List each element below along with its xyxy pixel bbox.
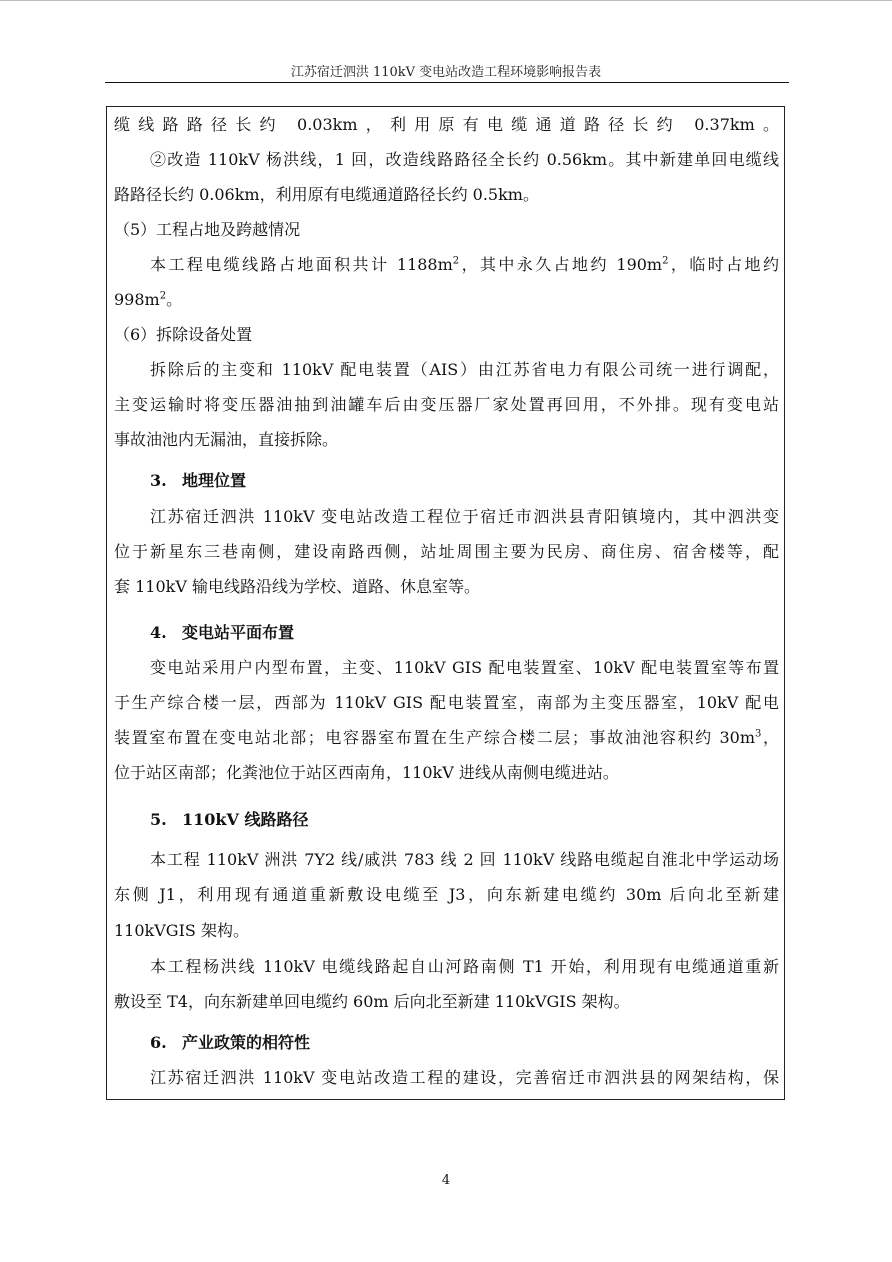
body-line: 套 110kV 输电线路沿线为学校、道路、休息室等。 xyxy=(114,577,480,596)
section-heading-5: 5. 110kV 线路路径 xyxy=(150,810,309,829)
body-line: 拆除后的主变和 110kV 配电装置（AIS）由江苏省电力有限公司统一进行调配， xyxy=(150,360,779,379)
section-subheading: （6）拆除设备处置 xyxy=(114,325,253,344)
section-heading-6: 6. 产业政策的相符性 xyxy=(150,1033,311,1052)
body-line: 主变运输时将变压器油抽到油罐车后由变压器厂家处置再回用，不外排。现有变电站 xyxy=(114,395,779,414)
body-line: 江苏宿迁泗洪 110kV 变电站改造工程的建设，完善宿迁市泗洪县的网架结构，保 xyxy=(150,1068,779,1087)
body-line: $998m^2$。 xyxy=(114,290,183,309)
body-line: 位于站区南部；化粪池位于站区西南角，110kV 进线从南侧电缆进站。 xyxy=(114,763,619,782)
body-line: 江苏宿迁泗洪 110kV 变电站改造工程位于宿迁市泗洪县青阳镇境内，其中泗洪变 xyxy=(150,507,779,526)
body-line: 本工程 110kV 洲洪 7Y2 线/戚洪 783 线 2 回 110kV 线路电缆起自淮北中学运动场 xyxy=(150,850,779,869)
body-line: 东侧 J1，利用现有通道重新敷设电缆至 J3，向东新建电缆约 30m 后向北至新建 xyxy=(114,885,779,904)
page-top-border xyxy=(0,0,892,1)
body-line: 事故油池内无漏油，直接拆除。 xyxy=(114,430,339,449)
running-header-title: 江苏宿迁泗洪 110kV 变电站改造工程环境影响报告表 xyxy=(290,65,602,80)
body-line: 本工程杨洪线 110kV 电缆线路起自山河路南侧 T1 开始，利用现有电缆通道重新 xyxy=(150,957,779,976)
section-heading-4: 4. 变电站平面布置 xyxy=(150,623,295,642)
body-line: 装置室布置在变电站北部；电容器室布置在生产综合楼二层；事故油池容积约 $30m^3$， xyxy=(114,728,779,747)
body-line: 变电站采用户内型布置，主变、110kV GIS 配电装置室、10kV 配电装置室等布置 xyxy=(150,658,779,677)
body-line: 于生产综合楼一层，西部为 110kV GIS 配电装置室，南部为主变压器室，10kV 配电 xyxy=(114,693,779,712)
header-rule xyxy=(105,82,789,83)
body-line: 缆线路路径长约 0.03km，利用原有电缆通道路径长约 0.37km。 xyxy=(114,115,779,134)
body-line: 本工程电缆线路占地面积共计 $1188m^2$，其中永久占地约 $190m^2$，临时占地约 xyxy=(150,255,779,274)
section-subheading: （5）工程占地及跨越情况 xyxy=(114,220,301,239)
body-line: 路路径长约 0.06km，利用原有电缆通道路径长约 0.5km。 xyxy=(114,185,539,204)
body-line: 位于新星东三巷南侧，建设南路西侧，站址周围主要为民房、商住房、宿舍楼等，配 xyxy=(114,542,779,561)
body-line: 110kVGIS 架构。 xyxy=(114,921,249,940)
body-line: 敷设至 T4，向东新建单回电缆约 60m 后向北至新建 110kVGIS 架构。 xyxy=(114,992,630,1011)
page-number: 4 xyxy=(441,1173,451,1188)
body-line: ②改造 110kV 杨洪线，1 回，改造线路路径全长约 0.56km。其中新建单回电缆线 xyxy=(150,150,779,169)
section-heading-3: 3. 地理位置 xyxy=(150,471,247,490)
